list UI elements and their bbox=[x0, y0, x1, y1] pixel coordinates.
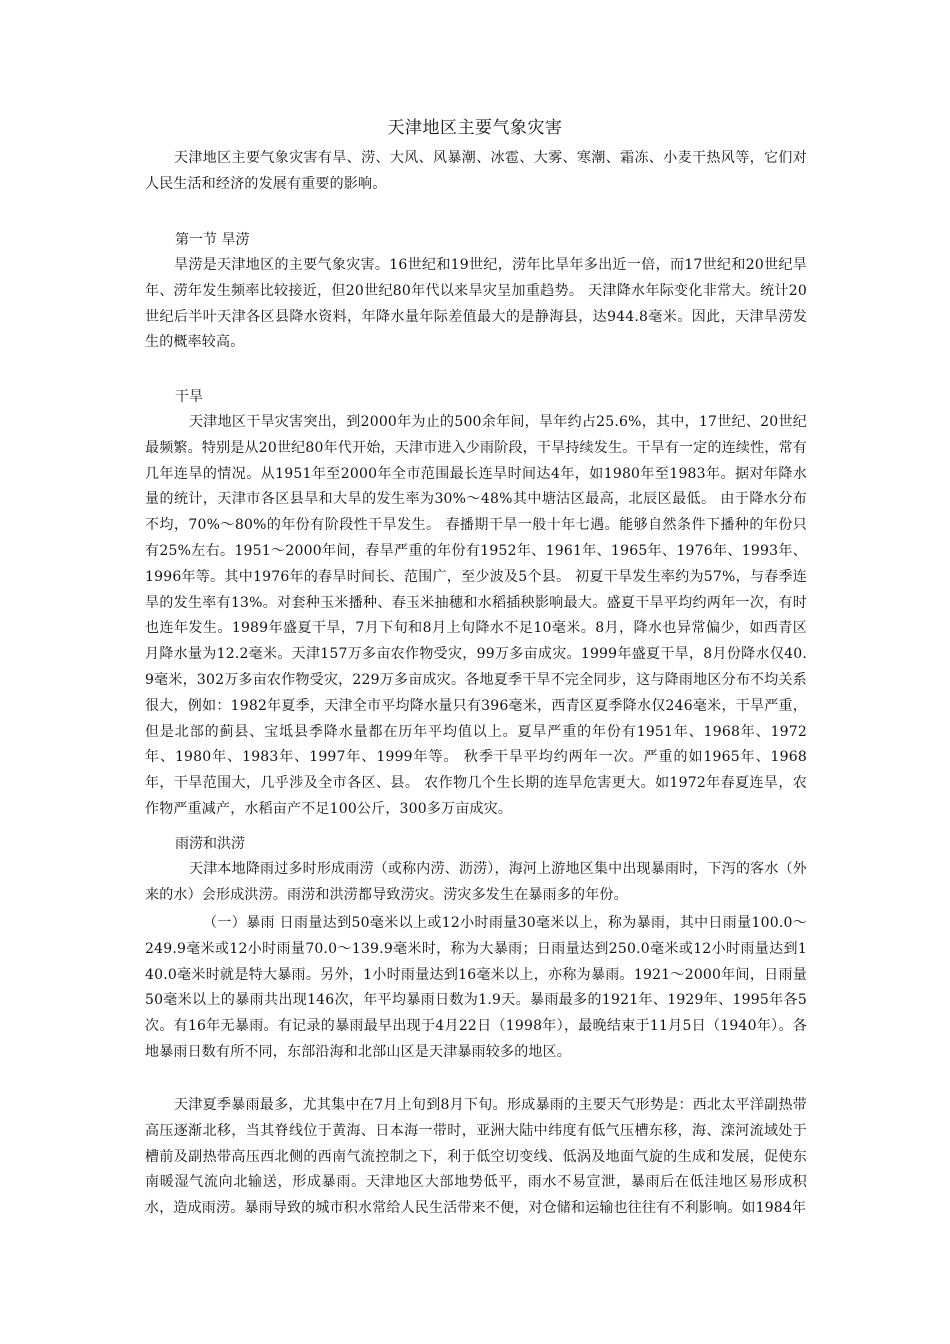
flood-heading: 雨涝和洪涝 bbox=[175, 836, 245, 852]
rainstorm-paragraph: （一）暴雨 日雨量达到50毫米以上或12小时雨量30毫米以上，称为暴雨，其中日雨量100.0～249.9毫米或12小时雨量70.0～139.9毫米时，称为大暴雨；日雨量达到250.0毫米或12小时雨量达到140.0毫米时就是特大暴雨。另外，1小时雨量达到16毫米以上，亦称为暴雨。1921～2000年间，日雨量50毫米以上的暴雨共出现146次，年平均暴雨日数为1.9天。暴雨最多的1921年、1929年、1995年各5次。有16年无暴雨。有记录的暴雨最早出现于4月22日（1998年），最晚结束于11月5日（1940年）。各地暴雨日数有所不同，东部沿海和北部山区是天津暴雨较多的地区。 bbox=[145, 915, 807, 1060]
drought-flood-paragraph: 旱涝是天津地区的主要气象灾害。16世纪和19世纪，涝年比旱年多出近一倍，而17世纪和20世纪旱年、涝年发生频率比较接近，但20世纪80年代以来旱灾呈加重趋势。 天津降水年际变化非常大。统计20世纪后半叶天津各区县降水资料，年降水量年际差值最大的是静海县，达944.8毫米。因此，天津旱涝发生的概率较高。 bbox=[145, 257, 807, 351]
drought-paragraph: 天津地区干旱灾害突出，到2000年为止的500余年间，旱年约占25.6%，其中，17世纪、20世纪最频繁。特别是从20世纪80年代开始，天津市进入少雨阶段，干旱持续发生。干旱有一定的连续性，常有几年连旱的情况。从1951年至2000年全市范围最长连旱时间达4年，如1980年至1983年。据对年降水量的统计，天津市各区县旱和大旱的发生率为30%～48%其中塘沽区最高，北辰区最低。 由于降水分布不均，70%～80%的年份有阶段性干旱发生。 春播期干旱一般十年七遇。能够自然条件下播种的年份只有25%左右。1951～2000年间，春旱严重的年份有1952年、1961年、1965年、1976年、1993年、1996年等。其中1976年的春旱时间长、范围广，至少波及5个县。 初夏干旱发生率约为57%，与春季连旱的发生率有13%。对套种玉米播种、春玉米抽穗和水稻插秧影响最大。盛夏干旱平均约两年一次，有时也连年发生。1989年盛夏干旱，7月下旬和8月上旬降水不足10毫米。8月，降水也异常偏少，如西青区月降水量为12.2毫米。天津157万多亩农作物受灾，99万多亩成灾。1999年盛夏干旱，8月份降水仅40.9毫米，302万多亩农作物受灾，229万多亩成灾。各地夏季干旱不完全同步，这与降雨地区分布不均关系很大，例如：1982年夏季，天津全市平均降水量只有396毫米，西青区夏季降水仅246毫米，干旱严重，但是北部的蓟县、宝坻县季降水量都在历年平均值以上。夏旱严重的年份有1951年、1968年、1972年、1980年、1983年、1997年、1999年等。 秋季干旱平均约两年一次。严重的如1965年、1968年，干旱范围大，几乎涉及全市各区、县。 农作物几个生长期的连旱危害更大。如1972年春夏连旱，农作物严重减产，水稻亩产不足100公斤，300多万亩成灾。 bbox=[145, 414, 807, 817]
summer-rainstorm-paragraph: 天津夏季暴雨最多，尤其集中在7月上旬到8月下旬。形成暴雨的主要天气形势是：西北太平洋副热带高压逐渐北移，当其脊线位于黄海、日本海一带时，亚洲大陆中纬度有低气压槽东移，海、滦河流域处于槽前及副热带高压西北侧的西南气流控制之下，利于低空切变线、低涡及地面气旋的生成和发展，促使东南暖湿气流向北输送，形成暴雨。天津地区大部地势低平，雨水不易宣泄，暴雨后在低洼地区易形成积水，造成雨涝。暴雨导致的城市积水常给人民生活带来不便，对仓储和运输也往往有不利影响。如1984年 bbox=[145, 1097, 807, 1217]
flood-paragraph: 天津本地降雨过多时形成雨涝（或称内涝、沥涝），海河上游地区集中出现暴雨时，下泻的客水（外来的水）会形成洪涝。雨涝和洪涝都导致涝灾。涝灾多发生在暴雨多的年份。 bbox=[145, 861, 807, 903]
document-title: 天津地区主要气象灾害 bbox=[387, 118, 563, 138]
intro-paragraph: 天津地区主要气象灾害有旱、涝、大风、风暴潮、冰雹、大雾、寒潮、霜冻、小麦干热风等，它们对人民生活和经济的发展有重要的影响。 bbox=[145, 150, 807, 192]
section-heading: 第一节 旱涝 bbox=[175, 232, 250, 248]
drought-heading: 干旱 bbox=[175, 389, 203, 405]
